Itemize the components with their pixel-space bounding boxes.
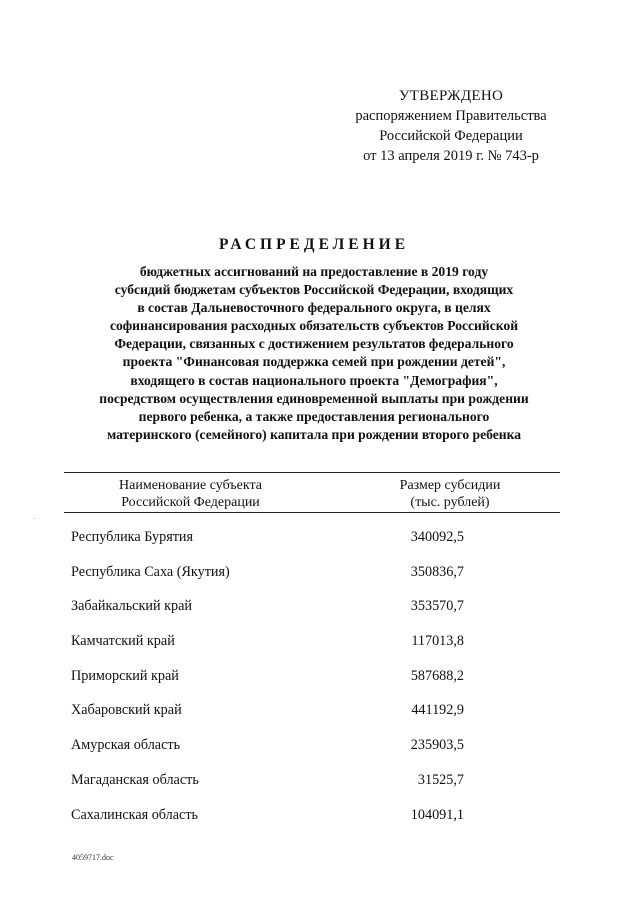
- approval-line-1: распоряжением Правительства: [355, 108, 547, 124]
- subtitle-line: бюджетных ассигнований на предоставление в 2019 году: [139, 264, 489, 279]
- table-row: [0, 702, 640, 737]
- region-name: Республика Саха (Якутия): [71, 563, 230, 580]
- table-header-rule: [64, 512, 560, 513]
- column-header-amount: [345, 477, 555, 511]
- table-row: [0, 772, 640, 807]
- subsidy-amount: 350836,7: [410, 563, 464, 580]
- column-header-amount-line-2: (тыс. рублей): [410, 495, 490, 510]
- table-row: [0, 529, 640, 564]
- file-code: 4059717.doc: [72, 853, 114, 862]
- table-top-rule: [64, 472, 560, 473]
- subtitle-line: посредством осуществления единовременной выплаты при рождении: [99, 390, 529, 406]
- region-name: Амурская область: [71, 737, 181, 754]
- document-subtitle: [60, 263, 568, 444]
- subtitle-line: проекта "Финансовая поддержка семей при рождении детей",: [122, 354, 506, 370]
- subsidy-amount: 587688,2: [410, 667, 464, 684]
- subtitle-line: в состав Дальневосточного федерального округа, в целях: [137, 300, 491, 316]
- subsidy-amount: 235903,5: [410, 737, 464, 754]
- region-name: Хабаровский край: [71, 702, 182, 719]
- subtitle-line: софинансирования расходных обязательств субъектов Российской: [109, 318, 519, 334]
- subtitle-line: входящего в состав национального проекта "Демография",: [130, 372, 498, 388]
- approval-heading: УТВЕРЖДЕНО: [398, 88, 504, 104]
- table-row: [0, 598, 640, 633]
- subsidy-amount: 441192,9: [411, 702, 464, 719]
- region-name: Республика Бурятия: [71, 529, 194, 545]
- subsidy-amount: 340092,5: [410, 529, 464, 545]
- region-name: Камчатский край: [71, 633, 175, 650]
- region-name: Приморский край: [71, 667, 179, 684]
- table-row: [0, 564, 640, 599]
- region-name: Сахалинская область: [71, 806, 199, 823]
- subtitle-line: субсидий бюджетам субъектов Российской Федерации, входящих: [114, 282, 514, 298]
- table-row: [0, 633, 640, 668]
- approval-block: [340, 86, 562, 166]
- column-header-region-line-1: Наименование субъекта: [119, 478, 262, 493]
- region-name: Забайкальский край: [71, 598, 192, 615]
- margin-mark: ·: [33, 515, 36, 523]
- table-row: [0, 737, 640, 772]
- column-header-region-line-2: Российской Федерации: [121, 495, 260, 510]
- subtitle-line: материнского (семейного) капитала при рождении второго ребенка: [106, 426, 522, 442]
- subsidy-amount: 31525,7: [417, 771, 464, 788]
- table-row: [0, 807, 640, 842]
- approval-line-2: Российской Федерации: [379, 128, 523, 144]
- region-name: Магаданская область: [71, 771, 199, 788]
- subsidy-amount: 117013,8: [411, 633, 464, 650]
- document-title: РАСПРЕДЕЛЕНИЕ: [218, 236, 410, 253]
- subtitle-line: Федерации, связанных с достижением результатов федерального: [114, 336, 514, 352]
- table-body: [0, 529, 640, 841]
- table-row: [0, 668, 640, 703]
- subtitle-line: первого ребенка, а также предоставления регионального: [138, 408, 490, 424]
- subsidy-amount: 104091,1: [410, 806, 464, 823]
- subsidy-amount: 353570,7: [410, 598, 464, 615]
- column-header-region: [68, 477, 313, 511]
- column-header-amount-line-1: Размер субсидии: [399, 478, 501, 493]
- approval-line-3: от 13 апреля 2019 г. № 743-р: [363, 148, 539, 164]
